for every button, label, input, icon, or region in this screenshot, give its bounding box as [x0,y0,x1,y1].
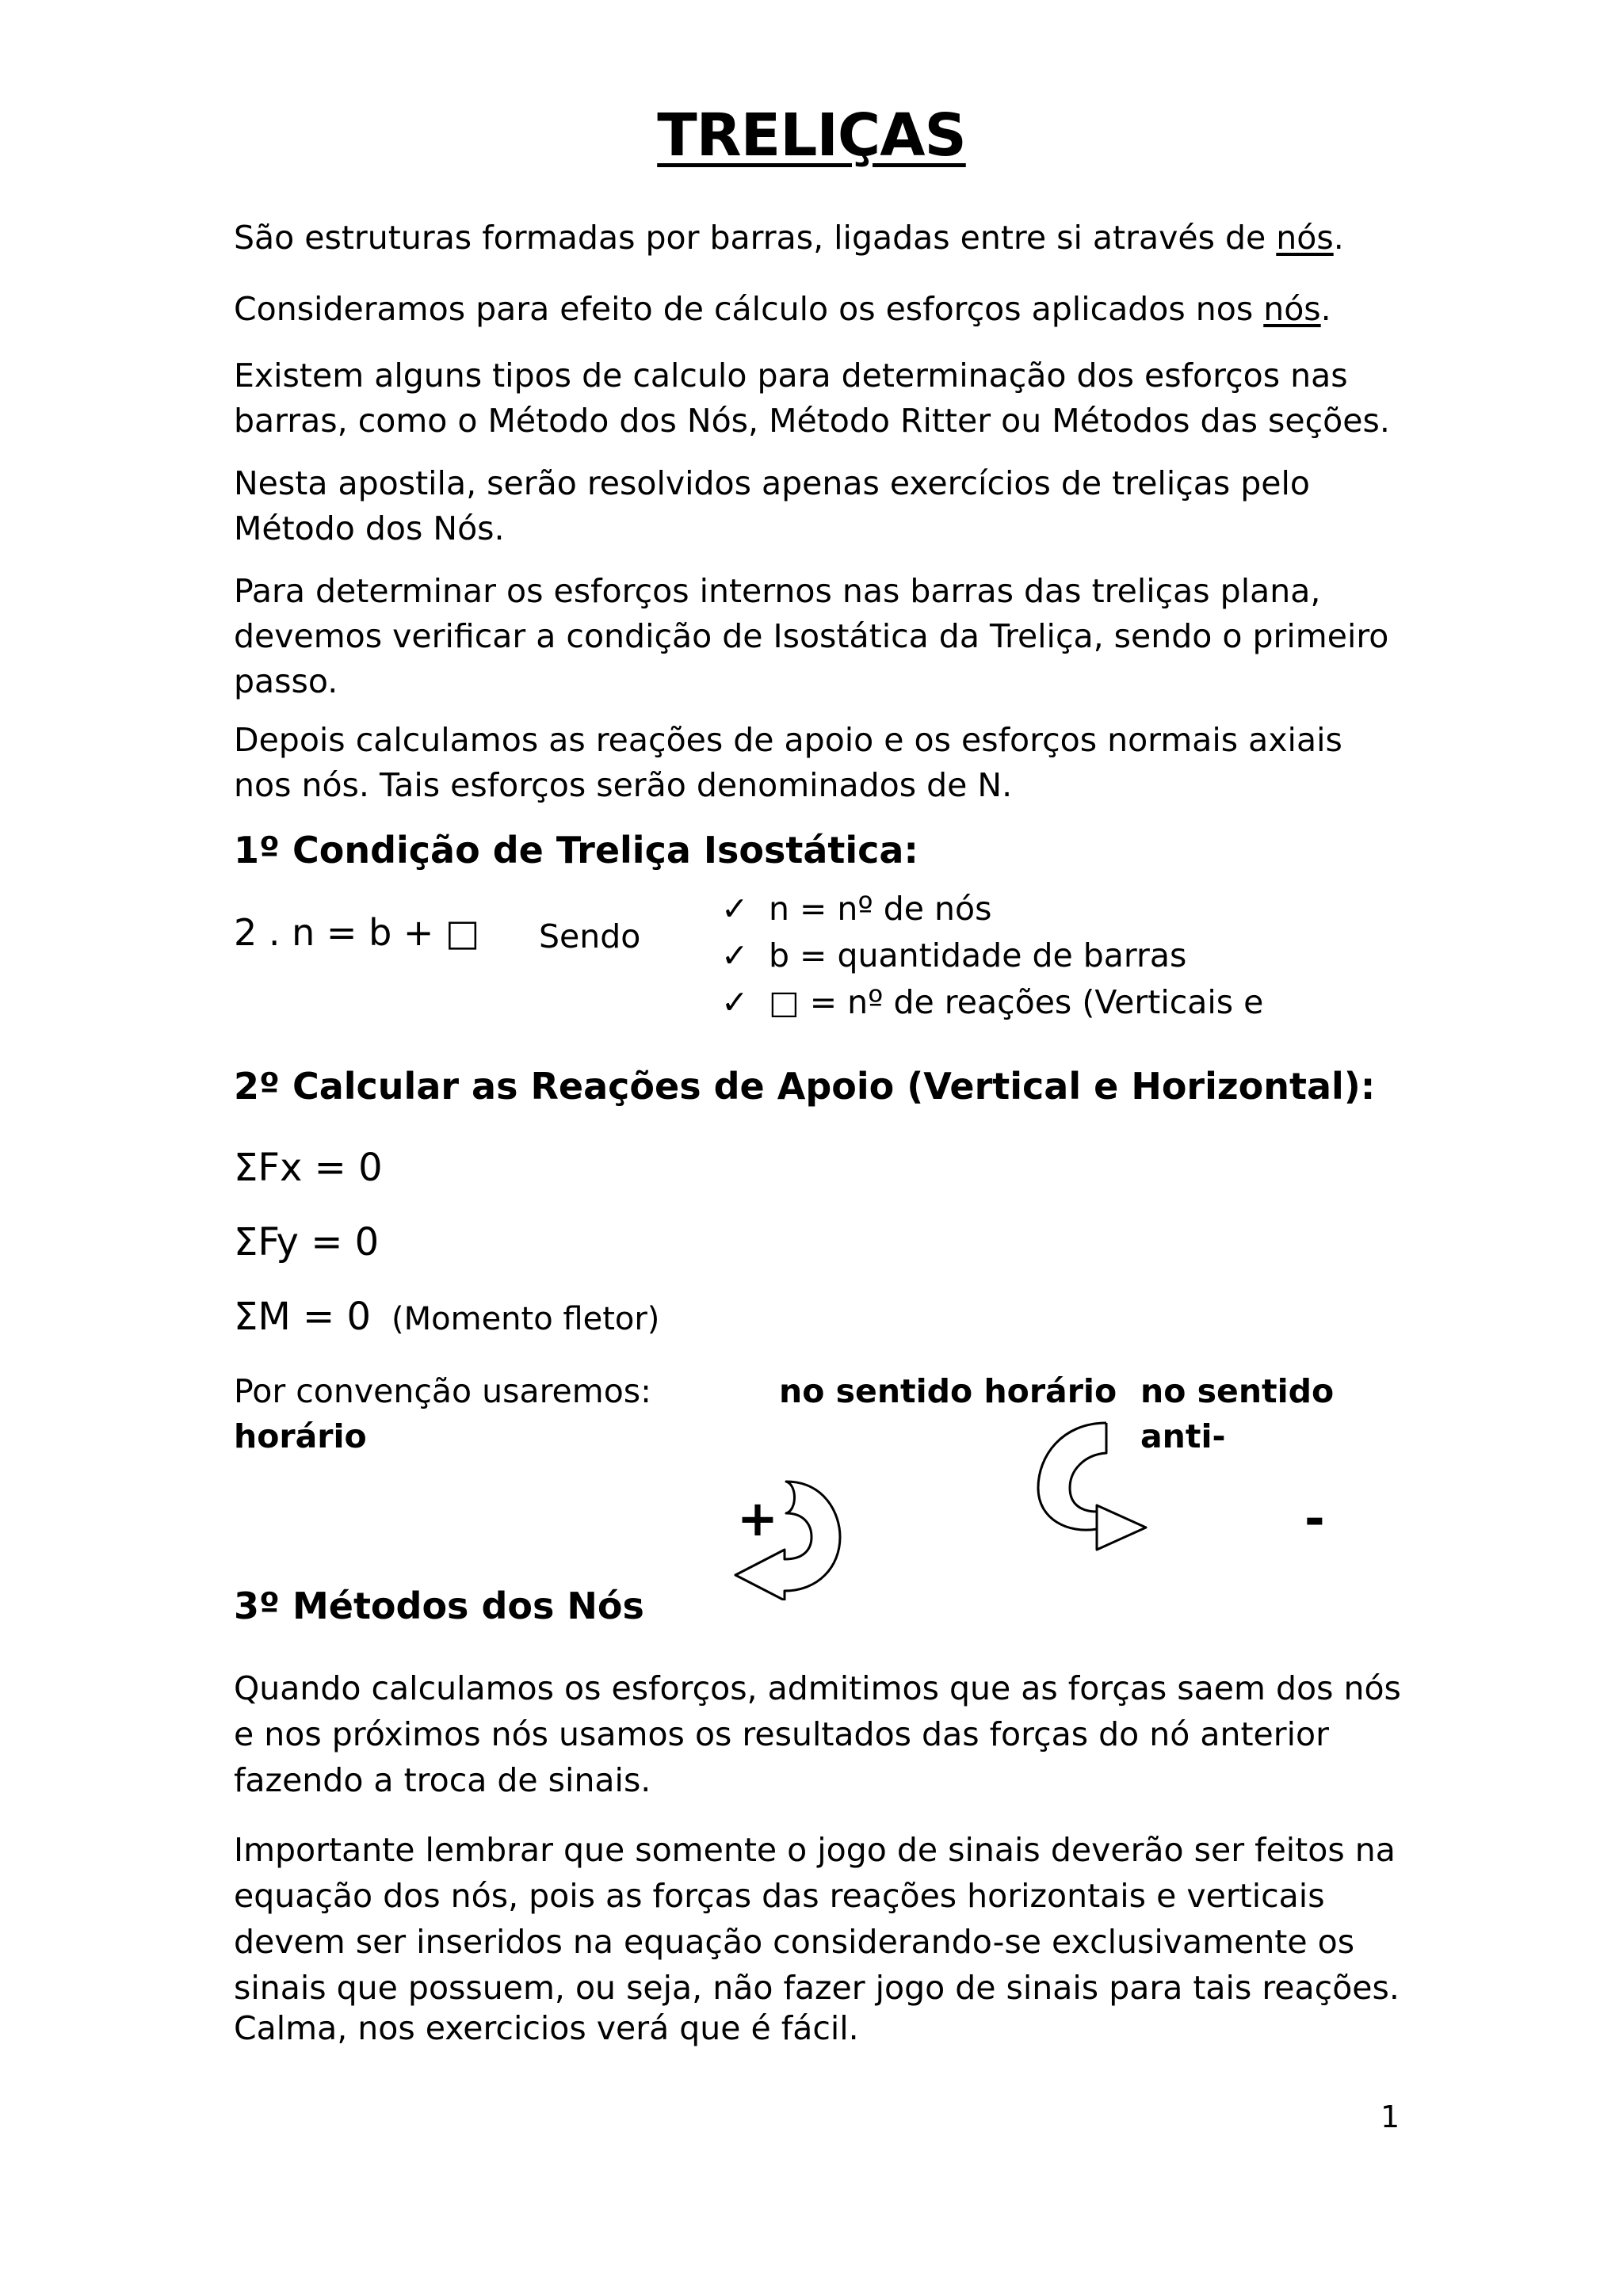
legend-item [721,979,1263,1026]
sum-m-note: (Momento fletor) [391,1301,660,1337]
clockwise-arrow-icon [729,1474,848,1600]
check-icon: ✓ [721,936,749,974]
page-title: TRELIÇAS [657,101,966,170]
legend-text: n = nº de nós [769,890,992,928]
legend-text: b = quantidade de barras [769,936,1187,974]
legend-item [721,933,1263,979]
intro-p1-end: . [1333,219,1344,257]
minus-sign: - [1304,1489,1325,1547]
section3-paragraph-1: Quando calculamos os esforços, admitimos que as forças saem dos nós e nos próximos nós usamos os resultados das forças do nó anterior fazendo a troca de sinais. [234,1669,1401,1799]
nos-underlined-1: nós [1276,219,1334,257]
legend-text: □ = nº de reações (Verticais e [769,983,1264,1021]
intro-paragraph-2 [234,287,1407,332]
sum-fy-equation: ΣFy = 0 [234,1220,380,1264]
sum-m-equation [234,1295,659,1339]
plus-sign: + [737,1489,778,1547]
check-icon: ✓ [721,983,749,1021]
section3-paragraph-2: Importante lembrar que somente o jogo de sinais deverão ser feitos na equação dos nós, pois as forças das reações horizontais e verticais devem ser inseridos na equação considerando-se exclusivamente os sinais que possuem, ou seja, não fazer jogo de sinais para tais reações. [234,1831,1400,2007]
section3-paragraph-3: Calma, nos exercicios verá que é fácil. [234,2009,859,2047]
intro-paragraph-4: Nesta apostila, serão resolvidos apenas exercícios de treliças pelo Método dos Nós. [234,464,1311,547]
intro-p1-text: São estruturas formadas por barras, ligadas entre si através de [234,219,1277,257]
page-number: 1 [1381,2100,1400,2134]
intro-p2-text: Consideramos para efeito de cálculo os esforços aplicados nos [234,290,1264,328]
counterclockwise-label-2: horário [234,1417,367,1455]
intro-paragraph-5: Para determinar os esforços internos nas barras das treliças plana, devemos verificar a condição de Isostática da Treliça, sendo o primeiro passo. [234,572,1389,700]
variable-legend [721,886,1263,1026]
intro-paragraph-6: Depois calculamos as reações de apoio e os esforços normais axiais nos nós. Tais esforços serão denominados de N. [234,721,1342,804]
section3-heading: 3º Métodos dos Nós [234,1585,644,1627]
intro-paragraph-1 [234,215,1407,261]
counterclockwise-arrow-icon [1030,1418,1149,1553]
check-icon: ✓ [721,890,749,928]
clockwise-label: no sentido horário [779,1372,1117,1410]
sum-m-text: ΣM = 0 [234,1295,372,1339]
convention-label: Por convenção usaremos: [234,1372,651,1410]
section2-heading: 2º Calcular as Reações de Apoio (Vertical e Horizontal): [234,1065,1376,1108]
counterclockwise-label-1: no sentido anti- [1140,1372,1335,1455]
section1-heading: 1º Condição de Treliça Isostática: [234,829,918,871]
legend-item [721,886,1263,933]
sum-fx-equation: ΣFx = 0 [234,1146,383,1190]
intro-p2-end: . [1320,290,1331,328]
intro-paragraph-3: Existem alguns tipos de calculo para determinação dos esforços nas barras, como o Método dos Nós, Método Ritter ou Métodos das seções. [234,357,1390,440]
isostatic-formula: 2 . n = b + □ [234,911,480,954]
nos-underlined-2: nós [1263,290,1321,328]
sendo-label: Sendo [539,917,641,955]
sign-convention [234,1369,1407,1455]
